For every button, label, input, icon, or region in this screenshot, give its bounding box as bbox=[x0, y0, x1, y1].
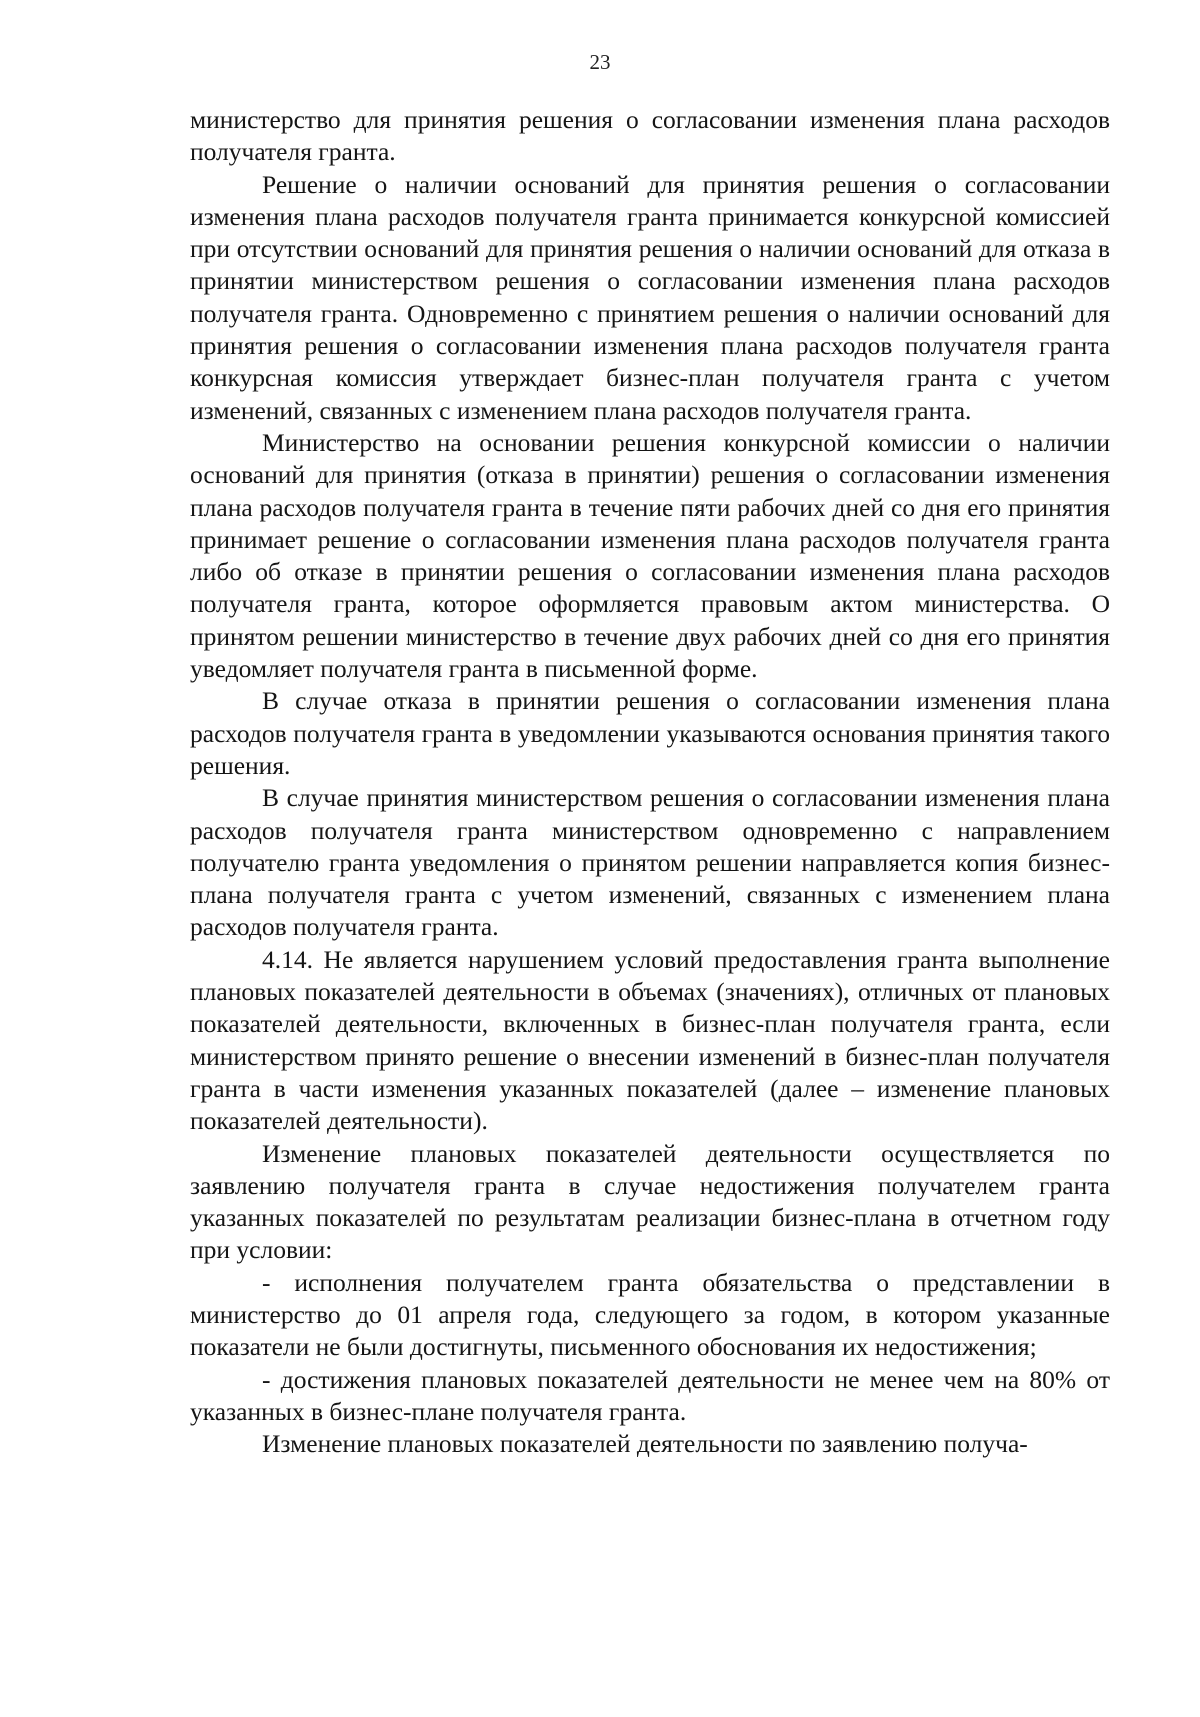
paragraph-refusal-case: В случае отказа в принятии решения о согласовании изменения плана расходов получателя гранта в уведомлении указываются основания принятия такого решения. bbox=[190, 686, 1110, 780]
paragraph-decision-grounds: Решение о наличии оснований для принятия решения о согласовании изменения плана расходов получателя гранта принимается конкурсной комиссией при отсутствии оснований для принятия решения о наличии оснований для отказа в принятии министерством решения о согласовании изменения плана расходов получателя гранта. Одновременно с принятием решения о наличии оснований для принятия решения о согласовании изменения плана расходов получателя гранта конкурсная комиссия утверждает бизнес-план получателя гранта с учетом изменений, связанных с изменением плана расходов получателя гранта. bbox=[190, 169, 1110, 425]
list-item-achievement: - достижения плановых показателей деятельности не менее чем на 80% от указанных в бизнес-плане получателя гранта. bbox=[190, 1364, 1110, 1426]
paragraph-section-4-14: 4.14. Не является нарушением условий предоставления гранта выполнение плановых показателей деятельности в объемах (значениях), отличных от плановых показателей деятельности, включенных в бизнес-план получателя гранта, если министерством принято решение о внесении изменений в бизнес-план получателя гранта в части изменения указанных показателей (далее – изменение плановых показателей деятельности). bbox=[190, 944, 1110, 1136]
page-number: 23 bbox=[589, 50, 611, 74]
paragraph-ministry-decision: Министерство на основании решения конкурсной комиссии о наличии оснований для принятия (отказа в принятии) решения о согласовании изменения плана расходов получателя гранта в течение пяти рабочих дней со дня его принятия принимает решение о согласовании изменения плана расходов получателя гранта либо об отказе в принятии решения о согласовании изменения плана расходов получателя гранта, которое оформляется правовым актом министерства. О принятом решении министерство в течение двух рабочих дней со дня его принятия уведомляет получателя гранта в письменной форме. bbox=[190, 427, 1110, 684]
paragraph-trailing: Изменение плановых показателей деятельности по заявлению получа- bbox=[262, 1429, 1028, 1459]
list-item-obligation: - исполнения получателем гранта обязательства о представлении в министерство до 01 апреля года, следующего за годом, в котором указанные показатели не были достигнуты, письменного обоснования их недостижения; bbox=[190, 1267, 1110, 1362]
document-body bbox=[190, 104, 1110, 1460]
paragraph-indicator-change: Изменение плановых показателей деятельности осуществляется по заявлению получателя гранта в случае недостижения получателем гранта указанных показателей по результатам реализации бизнес-плана в отчетном году при условии: bbox=[190, 1138, 1110, 1265]
paragraph-approval-case: В случае принятия министерством решения о согласовании изменения плана расходов получателя гранта министерством одновременно с направлением получателю гранта уведомления о принятом решении направляется копия бизнес-плана получателя гранта с учетом изменений, связанных с изменением плана расходов получателя гранта. bbox=[190, 783, 1110, 942]
paragraph-continuation: министерство для принятия решения о согласовании изменения плана расходов получателя гранта. bbox=[190, 105, 1110, 167]
